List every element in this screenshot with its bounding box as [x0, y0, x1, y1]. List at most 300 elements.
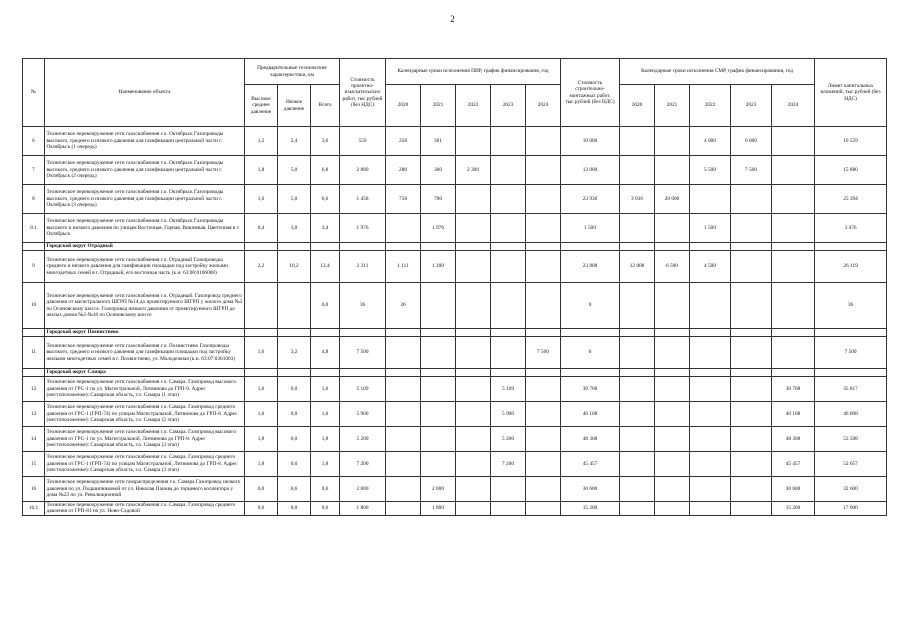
cell-pir-2023 — [491, 283, 526, 329]
cell-high-pressure: 1,6 — [245, 337, 278, 369]
cell-total: 0,6 — [311, 477, 340, 502]
cell-pir-2024 — [526, 452, 561, 477]
cell-smr-2023 — [731, 477, 772, 502]
cell-smr-2024 — [772, 156, 815, 185]
cell-empty — [456, 329, 491, 337]
cell-pir-2024 — [526, 477, 561, 502]
cell-smr-2024 — [772, 214, 815, 243]
cell-pir-2024 — [526, 377, 561, 402]
cell-pir-2024 — [526, 127, 561, 156]
cell-smr-2022 — [690, 502, 731, 516]
cell-smr-cost: 15 200 — [561, 502, 620, 516]
cell-pir-2022: 2 300 — [456, 156, 491, 185]
table-row — [23, 156, 887, 185]
header-number: № — [23, 59, 45, 127]
cell-smr-2021 — [655, 283, 690, 329]
cell-investment-limit: 25 394 — [815, 185, 887, 214]
cell-object-name: Техническое перевооружение сети газоснабжения г.о. Отрадный Газопроводы среднего и низкого давления для газификации площадки под застройку жилыми многодетных семей в г. Отрадный, его восточная часть (к.н. 63:06:0106008) — [45, 251, 245, 283]
cell-smr-cost: 0 — [561, 283, 620, 329]
cell-total: 6,6 — [311, 185, 340, 214]
table-row — [23, 214, 887, 243]
cell-pir-2022 — [456, 127, 491, 156]
cell-object-name: Техническое перевооружение сети газоснабжения г.о. Похвистнево Газопроводы высокого, среднего и низкого давления для газификации площадки под застройку жилыми многодетных семей в г. Похвистнево, ул. Молодежная (к.н. 63:07:0301003) — [45, 337, 245, 369]
cell-object-name: Техническое перевооружение сети газоснабжения г.о. Самара. Газопровод среднего давления от ГРП-81 по ул. Ново-Садовой — [45, 502, 245, 516]
cell-smr-2022: 1 500 — [690, 214, 731, 243]
cell-smr-2024: 45 457 — [772, 452, 815, 477]
cell-pir-cost: 36 — [340, 283, 386, 329]
cell-empty — [278, 329, 311, 337]
cell-empty — [421, 243, 456, 251]
cell-total: 0,6 — [311, 502, 340, 516]
cell-empty — [421, 329, 456, 337]
cell-smr-2023 — [731, 283, 772, 329]
cell-total: 6,8 — [311, 156, 340, 185]
cell-low-pressure: 0,0 — [278, 402, 311, 427]
cell-number — [23, 369, 45, 377]
cell-smr-2022 — [690, 427, 731, 452]
cell-smr-cost: 45 457 — [561, 452, 620, 477]
cell-pir-cost: 559 — [340, 127, 386, 156]
cell-smr-2022 — [690, 337, 731, 369]
cell-object-name: Техническое перевооружение сети газораспределения г.о. Самара Газопровод низкого давления по ул. Подшипниковой от ул. Николая Панова до торцевого коллектора у дома №23 по ул. Революционной — [45, 477, 245, 502]
cell-total: 1,6 — [311, 402, 340, 427]
cell-high-pressure: 1,8 — [245, 427, 278, 452]
header-pir-year: 2024 — [526, 85, 561, 127]
header-smr-year: 2021 — [655, 85, 690, 127]
cell-smr-2020 — [620, 477, 655, 502]
cell-pir-2020: 758 — [386, 185, 421, 214]
cell-smr-2020 — [620, 427, 655, 452]
header-pir-year: 2023 — [491, 85, 526, 127]
cell-object-name: Техническое перевооружение сети газоснабжения г.о. Октябрьск Газопроводы высокого и низкого давления по улицам Восточная, Горная, Вишневая, Цветочная в г. Октябрьск — [45, 214, 245, 243]
cell-pir-cost: 7 200 — [340, 452, 386, 477]
cell-smr-2020 — [620, 502, 655, 516]
cell-empty — [731, 243, 772, 251]
cell-high-pressure: 0,6 — [245, 502, 278, 516]
cell-pir-2022 — [456, 452, 491, 477]
section-row — [23, 369, 887, 377]
cell-pir-cost: 1 800 — [340, 502, 386, 516]
cell-smr-cost: 0 — [561, 337, 620, 369]
cell-investment-limit: 10 559 — [815, 127, 887, 156]
section-title: Городской округ Отрадный — [45, 243, 245, 251]
cell-investment-limit: 35 817 — [815, 377, 887, 402]
cell-empty — [278, 369, 311, 377]
cell-high-pressure: 1,6 — [245, 377, 278, 402]
cell-pir-2021 — [421, 377, 456, 402]
cell-investment-limit: 26 119 — [815, 251, 887, 283]
cell-pir-cost: 2 311 — [340, 251, 386, 283]
cell-empty — [731, 329, 772, 337]
cell-empty — [386, 369, 421, 377]
cell-pir-2023 — [491, 156, 526, 185]
cell-number: 15 — [23, 452, 45, 477]
cell-high-pressure: 1,8 — [245, 156, 278, 185]
cell-empty — [386, 243, 421, 251]
cell-pir-2020 — [386, 337, 421, 369]
cell-empty — [456, 243, 491, 251]
table-row — [23, 502, 887, 516]
cell-number — [23, 329, 45, 337]
header-smr-year: 2023 — [731, 85, 772, 127]
cell-smr-2020 — [620, 402, 655, 427]
cell-empty — [561, 329, 620, 337]
cell-empty — [526, 329, 561, 337]
cell-pir-2022 — [456, 283, 491, 329]
cell-smr-2022 — [690, 185, 731, 214]
cell-smr-2020 — [620, 377, 655, 402]
cell-empty — [311, 329, 340, 337]
cell-smr-2020 — [620, 127, 655, 156]
table-row — [23, 185, 887, 214]
cell-smr-2023 — [731, 337, 772, 369]
cell-pir-2023: 7 200 — [491, 452, 526, 477]
cell-pir-2022 — [456, 402, 491, 427]
cell-pir-2024 — [526, 502, 561, 516]
cell-number: 8.1 — [23, 214, 45, 243]
cell-smr-2024 — [772, 185, 815, 214]
cell-total: 0,0 — [311, 283, 340, 329]
cell-smr-2024: 30 708 — [772, 377, 815, 402]
table-row — [23, 251, 887, 283]
cell-pir-2020 — [386, 427, 421, 452]
cell-investment-limit: 53 508 — [815, 427, 887, 452]
cell-number: 14 — [23, 427, 45, 452]
cell-pir-2021 — [421, 402, 456, 427]
cell-pir-2021 — [421, 337, 456, 369]
cell-smr-cost: 10 000 — [561, 127, 620, 156]
cell-pir-2022 — [456, 377, 491, 402]
cell-smr-2021 — [655, 377, 690, 402]
header-object-name: Наименование объекта — [45, 59, 245, 127]
cell-smr-2022: 4 500 — [690, 251, 731, 283]
cell-pir-cost: 5 109 — [340, 377, 386, 402]
cell-low-pressure: 5,0 — [278, 185, 311, 214]
cell-smr-2024: 48 308 — [772, 427, 815, 452]
cell-pir-2024 — [526, 156, 561, 185]
cell-high-pressure: 1,6 — [245, 402, 278, 427]
cell-smr-2022 — [690, 452, 731, 477]
cell-investment-limit: 52 657 — [815, 452, 887, 477]
table-row — [23, 452, 887, 477]
cell-empty — [491, 369, 526, 377]
cell-pir-2024: 7 500 — [526, 337, 561, 369]
cell-smr-2023 — [731, 452, 772, 477]
header-pir-year: 2022 — [456, 85, 491, 127]
cell-empty — [245, 369, 278, 377]
cell-pir-2020: 1 111 — [386, 251, 421, 283]
table-row — [23, 127, 887, 156]
cell-empty — [311, 243, 340, 251]
header-smr-schedule: Календарные сроки исполнения СМР, график финансирования, год — [620, 59, 815, 85]
capital-investment-table — [22, 58, 887, 516]
cell-total: 3,4 — [311, 214, 340, 243]
cell-number: 11 — [23, 337, 45, 369]
header-smr-year: 2020 — [620, 85, 655, 127]
cell-smr-2022 — [690, 283, 731, 329]
cell-empty — [340, 369, 386, 377]
cell-high-pressure: 1,6 — [245, 185, 278, 214]
cell-smr-cost: 13 000 — [561, 156, 620, 185]
cell-investment-limit: 32 600 — [815, 477, 887, 502]
cell-pir-2022 — [456, 337, 491, 369]
cell-smr-2022 — [690, 402, 731, 427]
cell-number: 13 — [23, 402, 45, 427]
cell-pir-2022 — [456, 427, 491, 452]
cell-smr-2024 — [772, 127, 815, 156]
table-row — [23, 377, 887, 402]
cell-pir-cost: 7 500 — [340, 337, 386, 369]
cell-smr-2021 — [655, 337, 690, 369]
cell-pir-2023 — [491, 251, 526, 283]
cell-smr-2023 — [731, 251, 772, 283]
cell-investment-limit: 3 476 — [815, 214, 887, 243]
cell-empty — [245, 329, 278, 337]
cell-empty — [772, 243, 815, 251]
cell-smr-2021 — [655, 427, 690, 452]
cell-pir-2022 — [456, 214, 491, 243]
cell-smr-2021 — [655, 127, 690, 156]
cell-high-pressure: 1,2 — [245, 127, 278, 156]
cell-empty — [772, 329, 815, 337]
cell-pir-2020 — [386, 214, 421, 243]
table-body — [23, 127, 887, 516]
cell-empty — [620, 329, 655, 337]
cell-high-pressure: 1,8 — [245, 452, 278, 477]
cell-smr-2024 — [772, 337, 815, 369]
cell-smr-2024: 30 600 — [772, 477, 815, 502]
cell-object-name: Техническое перевооружение сети газоснабжения г.о. Самара. Газопровод высокого давления от ГРС-1 по ул. Магистральной, Литвинова до ГРП-9. Адрес (местоположение): Самарская область, г.о. Самара (1 этап) — [45, 377, 245, 402]
cell-empty — [655, 243, 690, 251]
cell-high-pressure — [245, 283, 278, 329]
table-row — [23, 402, 887, 427]
cell-number: 8 — [23, 185, 45, 214]
cell-investment-limit: 17 000 — [815, 502, 887, 516]
cell-low-pressure: 3,0 — [278, 214, 311, 243]
header-pir-year: 2021 — [421, 85, 456, 127]
cell-smr-cost: 23 936 — [561, 185, 620, 214]
cell-empty — [690, 243, 731, 251]
cell-smr-2024 — [772, 283, 815, 329]
cell-smr-2021 — [655, 502, 690, 516]
cell-smr-2021 — [655, 477, 690, 502]
cell-low-pressure: 0,6 — [278, 477, 311, 502]
cell-pir-2021: 1 800 — [421, 502, 456, 516]
cell-high-pressure: 2,2 — [245, 251, 278, 283]
table-row — [23, 427, 887, 452]
cell-smr-2024: 40 108 — [772, 402, 815, 427]
cell-pir-cost: 1 458 — [340, 185, 386, 214]
header-pir-cost: Стоимость проектно-изыскательских работ, тыс.рублей (без НДС) — [340, 59, 386, 127]
cell-smr-2020 — [620, 283, 655, 329]
cell-smr-2021 — [655, 214, 690, 243]
cell-pir-2024 — [526, 214, 561, 243]
cell-smr-2023 — [731, 502, 772, 516]
cell-smr-2022: 4 000 — [690, 127, 731, 156]
cell-pir-cost: 5 900 — [340, 402, 386, 427]
cell-pir-2023: 5 900 — [491, 402, 526, 427]
table-row — [23, 283, 887, 329]
cell-empty — [386, 329, 421, 337]
cell-high-pressure: 0,0 — [245, 477, 278, 502]
cell-pir-2023 — [491, 477, 526, 502]
cell-low-pressure: 0,0 — [278, 502, 311, 516]
cell-smr-2020 — [620, 156, 655, 185]
cell-pir-2022 — [456, 185, 491, 214]
cell-smr-2023 — [731, 185, 772, 214]
cell-smr-cost: 23 808 — [561, 251, 620, 283]
cell-empty — [491, 329, 526, 337]
cell-pir-cost: 5 200 — [340, 427, 386, 452]
cell-empty — [815, 369, 887, 377]
cell-empty — [278, 243, 311, 251]
cell-pir-2022 — [456, 477, 491, 502]
section-title: Городской округ Похвистнево — [45, 329, 245, 337]
cell-pir-2021: 301 — [421, 127, 456, 156]
cell-empty — [340, 329, 386, 337]
cell-low-pressure — [278, 283, 311, 329]
cell-empty — [655, 329, 690, 337]
cell-smr-2020: 12 808 — [620, 251, 655, 283]
header-total: Всего — [311, 85, 340, 127]
cell-empty — [690, 329, 731, 337]
cell-smr-2024 — [772, 251, 815, 283]
cell-pir-cost: 2 000 — [340, 477, 386, 502]
cell-pir-2023 — [491, 127, 526, 156]
cell-empty — [311, 369, 340, 377]
cell-pir-2021: 700 — [421, 185, 456, 214]
cell-empty — [620, 369, 655, 377]
cell-smr-2024: 15 200 — [772, 502, 815, 516]
cell-pir-2022 — [456, 251, 491, 283]
cell-pir-cost: 2 880 — [340, 156, 386, 185]
cell-pir-2020 — [386, 377, 421, 402]
cell-object-name: Техническое перевооружение сети газоснабжения г.о. Самара. Газопровод среднего давления от ГРС-1 (ГРП-74) по улицам Магистральной, Литвинова до ГРП-8. Адрес (местоположение): Самарская область, г.о. Самара (3 этап) — [45, 452, 245, 477]
cell-pir-2023 — [491, 214, 526, 243]
cell-smr-cost: 48 308 — [561, 427, 620, 452]
cell-empty — [655, 369, 690, 377]
cell-smr-2021 — [655, 452, 690, 477]
cell-number: 12 — [23, 377, 45, 402]
cell-empty — [815, 243, 887, 251]
cell-pir-2020: 280 — [386, 156, 421, 185]
cell-empty — [690, 369, 731, 377]
cell-investment-limit: 36 — [815, 283, 887, 329]
section-row — [23, 243, 887, 251]
cell-pir-2020 — [386, 477, 421, 502]
cell-pir-2024 — [526, 185, 561, 214]
header-high-pressure: Высокое среднее давление — [245, 85, 278, 127]
cell-high-pressure: 0,4 — [245, 214, 278, 243]
cell-smr-cost: 1 500 — [561, 214, 620, 243]
cell-low-pressure: 5,0 — [278, 156, 311, 185]
cell-smr-2021 — [655, 156, 690, 185]
cell-total: 3,6 — [311, 127, 340, 156]
cell-total: 12,4 — [311, 251, 340, 283]
cell-pir-2020 — [386, 402, 421, 427]
cell-pir-2021: 1 976 — [421, 214, 456, 243]
cell-pir-2020: 258 — [386, 127, 421, 156]
cell-number: 9 — [23, 251, 45, 283]
cell-total: 4,8 — [311, 337, 340, 369]
header-pir-schedule: Календарные сроки исполнения ПИР, график финансирования, год — [386, 59, 561, 85]
cell-pir-2023 — [491, 185, 526, 214]
cell-low-pressure: 0,0 — [278, 452, 311, 477]
cell-pir-2024 — [526, 402, 561, 427]
cell-pir-2021 — [421, 427, 456, 452]
cell-pir-2024 — [526, 427, 561, 452]
cell-empty — [526, 243, 561, 251]
cell-pir-2024 — [526, 251, 561, 283]
cell-low-pressure: 10,2 — [278, 251, 311, 283]
cell-object-name: Техническое перевооружение сети газоснабжения г.о. Отрадный. Газопровод среднего давления от магистрального ШГРП №14 до проектируемого ШГРП у жилого дома №3 по Осиновскому шоссе. Газопровод низкого давления от проектируемого ШГРП до жилых домов №2-№18 по Осиновскому шоссе — [45, 283, 245, 329]
section-title: Городской округ Самара — [45, 369, 245, 377]
cell-smr-cost: 30 708 — [561, 377, 620, 402]
cell-smr-2021: 6 500 — [655, 251, 690, 283]
page-number: 2 — [450, 14, 455, 24]
cell-smr-2023 — [731, 214, 772, 243]
cell-empty — [340, 243, 386, 251]
cell-pir-2021: 300 — [421, 156, 456, 185]
cell-empty — [731, 369, 772, 377]
cell-empty — [526, 369, 561, 377]
header-low-pressure: Низкое давление — [278, 85, 311, 127]
cell-empty — [561, 243, 620, 251]
cell-pir-2024 — [526, 283, 561, 329]
header-tech-characteristics: Предварительные технические характеристики, км — [245, 59, 340, 85]
header-smr-year: 2022 — [690, 85, 731, 127]
cell-empty — [815, 329, 887, 337]
header-smr-year: 2024 — [772, 85, 815, 127]
cell-pir-2021 — [421, 283, 456, 329]
cell-pir-2023 — [491, 337, 526, 369]
cell-pir-2023: 5 200 — [491, 427, 526, 452]
cell-pir-cost: 1 976 — [340, 214, 386, 243]
cell-number — [23, 243, 45, 251]
cell-smr-2022 — [690, 477, 731, 502]
cell-smr-cost: 30 600 — [561, 477, 620, 502]
cell-number: 6 — [23, 127, 45, 156]
cell-empty — [421, 369, 456, 377]
cell-pir-2020: 36 — [386, 283, 421, 329]
cell-investment-limit: 7 500 — [815, 337, 887, 369]
cell-object-name: Техническое перевооружение сети газоснабжения г.о. Октябрьск Газопроводы высокого, среднего и низкого давления для газификации центральной части г. Октябрьск (1 очередь) — [45, 127, 245, 156]
cell-smr-2021 — [655, 402, 690, 427]
cell-smr-2020: 3 936 — [620, 185, 655, 214]
cell-object-name: Техническое перевооружение сети газоснабжения г.о. Октябрьск Газопроводы высокого, среднего и низкого давления для газификации центральной части г. Октябрьск (3 очередь) — [45, 185, 245, 214]
cell-object-name: Техническое перевооружение сети газоснабжения г.о. Самара. Газопровод высокого давления от ГРС-1 по ул. Магистральной, Литвинова до ГРП-8. Адрес (местоположение): Самарская область, г.о. Самара (3 этап) — [45, 427, 245, 452]
header-investment-limit: Лимит капитальных вложений, тыс.рублей (без НДС) — [815, 59, 887, 127]
cell-pir-2022 — [456, 502, 491, 516]
cell-object-name: Техническое перевооружение сети газоснабжения г.о. Самара. Газопровод среднего давления от ГРС-1 (ГРП-74) по улицам Магистральной, Литвинова до ГРП-8. Адрес (местоположение): Самарская область, г.о. Самара (2 этап) — [45, 402, 245, 427]
cell-smr-2023 — [731, 427, 772, 452]
cell-object-name: Техническое перевооружение сети газоснабжения г.о. Октябрьск Газопроводы высокого, среднего и низкого давления для газификации центральной части г. Октябрьск (2 очередь) — [45, 156, 245, 185]
cell-smr-2021: 20 000 — [655, 185, 690, 214]
cell-low-pressure: 0,0 — [278, 377, 311, 402]
cell-empty — [491, 243, 526, 251]
cell-smr-2022 — [690, 377, 731, 402]
cell-pir-2021 — [421, 452, 456, 477]
cell-smr-2023: 7 500 — [731, 156, 772, 185]
cell-investment-limit: 15 880 — [815, 156, 887, 185]
cell-total: 1,8 — [311, 427, 340, 452]
cell-total: 1,8 — [311, 452, 340, 477]
cell-smr-2020 — [620, 337, 655, 369]
cell-smr-cost: 40 108 — [561, 402, 620, 427]
cell-pir-2021: 2 000 — [421, 477, 456, 502]
cell-empty — [561, 369, 620, 377]
cell-pir-2020 — [386, 502, 421, 516]
